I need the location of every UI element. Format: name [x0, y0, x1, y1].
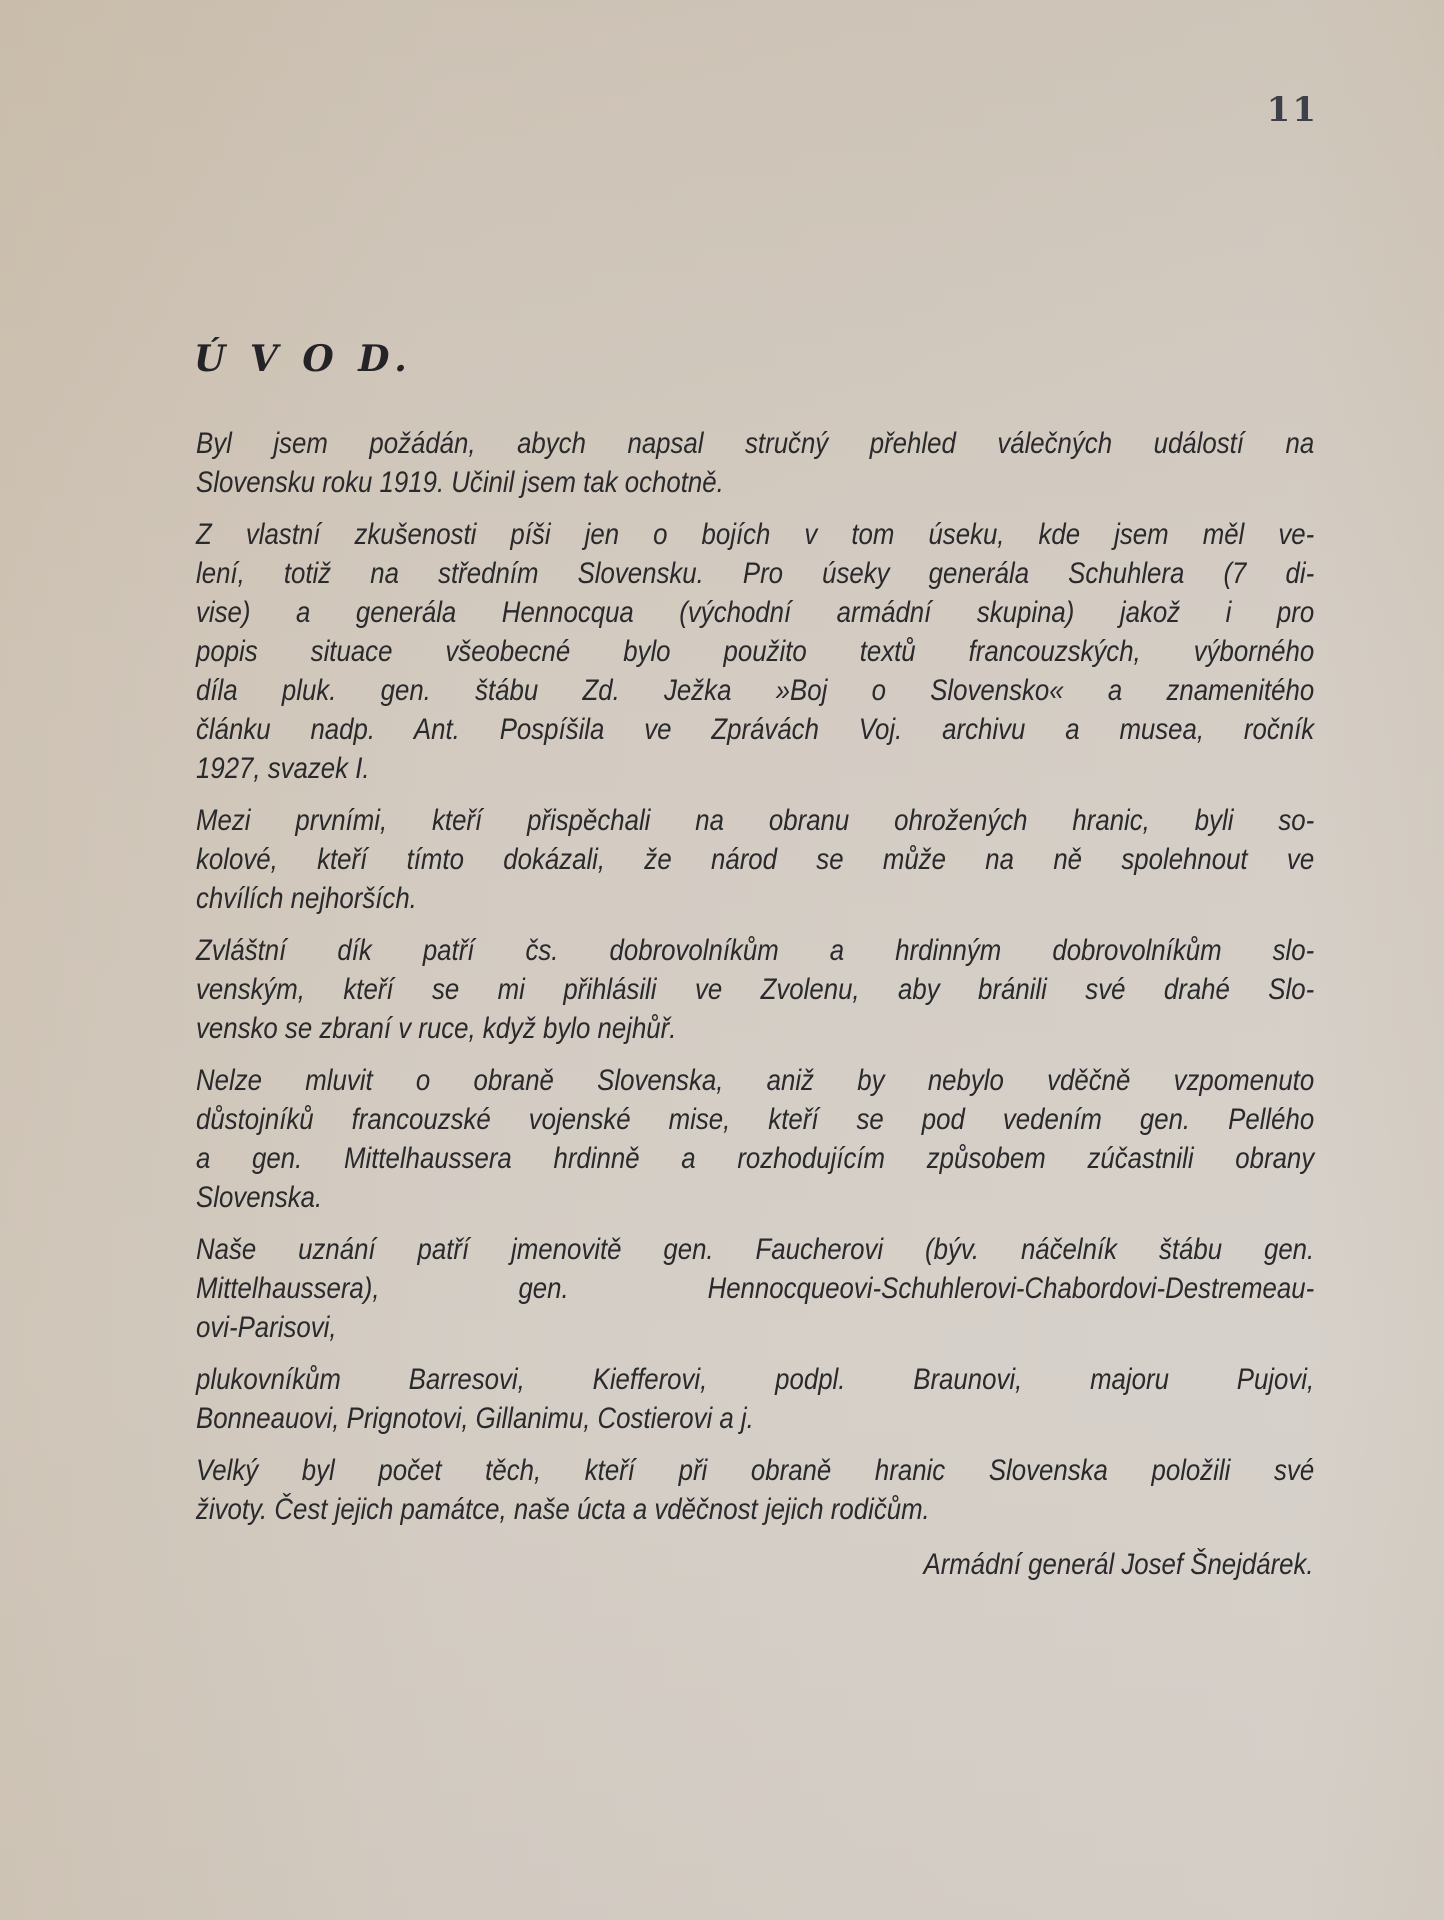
paragraph-7: [196, 1360, 1314, 1438]
text-line: chvílích nejhorších.: [196, 882, 417, 915]
text-line: a gen. Mittelhaussera hrdinně a rozhodujícím způsobem zúčastnili obrany: [196, 1142, 1315, 1175]
signature: [660, 1548, 1314, 1582]
text-line: Zvláštní dík patří čs. dobrovolníkům a hrdinným dobrovolníkům slo-: [196, 934, 1315, 967]
text-line: ovi-Parisovi,: [196, 1311, 337, 1344]
text-line: Nelze mluvit o obraně Slovenska, aniž by nebylo vděčně vzpomenuto: [196, 1064, 1315, 1097]
text-line: vise) a generála Hennocqua (východní armádní skupina) jakož i pro: [196, 596, 1315, 629]
chapter-heading: Ú V O D.: [194, 338, 413, 380]
paragraph-4: [196, 931, 1314, 1048]
page-number: 11: [1266, 90, 1318, 130]
text-line: kolové, kteří tímto dokázali, že národ se může na ně spolehnout ve: [196, 843, 1315, 876]
text-line: životy. Čest jejich památce, naše úcta a vděčnost jejich rodičům.: [196, 1493, 930, 1526]
text-line: Velký byl počet těch, kteří při obraně hranic Slovenska položili své: [196, 1454, 1315, 1487]
text-line: důstojníků francouzské vojenské mise, kteří se pod vedením gen. Pelléhо: [196, 1103, 1315, 1136]
text-line: Bonneauovi, Prignotovi, Gillanimu, Costierovi a j.: [196, 1402, 754, 1435]
paragraph-8: [196, 1451, 1314, 1529]
paragraph-1: [196, 424, 1314, 502]
text-line: vensko se zbraní v ruce, když bylo nejhůř.: [196, 1012, 677, 1045]
paragraph-2: [196, 515, 1314, 788]
text-line: článku nadp. Ant. Pospíšila ve Zprávách Voj. archivu a musea, ročník: [196, 713, 1315, 746]
text-line: Mittelhaussera), gen. Hennocqueovi-Schuhlerovi-Chabordovi-Destremeau-: [196, 1272, 1315, 1305]
paragraph-5: [196, 1061, 1314, 1217]
text-line: popis situace všeobecné bylo použito textů francouzských, výborného: [196, 635, 1315, 668]
text-line: Z vlastní zkušenosti píši jen o bojích v tom úseku, kde jsem měl ve-: [196, 518, 1315, 551]
text-line: Byl jsem požádán, abych napsal stručný přehled válečných událostí na: [196, 427, 1315, 460]
text-line: 1927, svazek I.: [196, 752, 370, 785]
text-line: Slovenska.: [196, 1181, 323, 1214]
signature-text: Armádní generál Josef Šnejdárek.: [923, 1548, 1314, 1581]
text-line: díla pluk. gen. štábu Zd. Ježka »Boj o Slovensko« a znamenitého: [196, 674, 1315, 707]
text-line: lení, totiž na středním Slovensku. Pro úseky generála Schuhlera (7 di-: [196, 557, 1315, 590]
paragraph-3: [196, 801, 1314, 918]
text-line: Slovensku roku 1919. Učinil jsem tak ochotně.: [196, 466, 724, 499]
text-line: Naše uznání patří jmenovitě gen. Faucherovi (býv. náčelník štábu gen.: [196, 1233, 1315, 1266]
paragraph-6: [196, 1230, 1314, 1347]
text-line: venským, kteří se mi přihlásili ve Zvolenu, aby bránili své drahé Slo-: [196, 973, 1315, 1006]
text-line: Mezi prvními, kteří přispěchali na obranu ohrožených hranic, byli so-: [196, 804, 1315, 837]
body-text: [196, 424, 1314, 1542]
text-line: plukovníkům Barresovi, Kiefferovi, podpl. Braunovi, majoru Pujovi,: [196, 1363, 1315, 1396]
